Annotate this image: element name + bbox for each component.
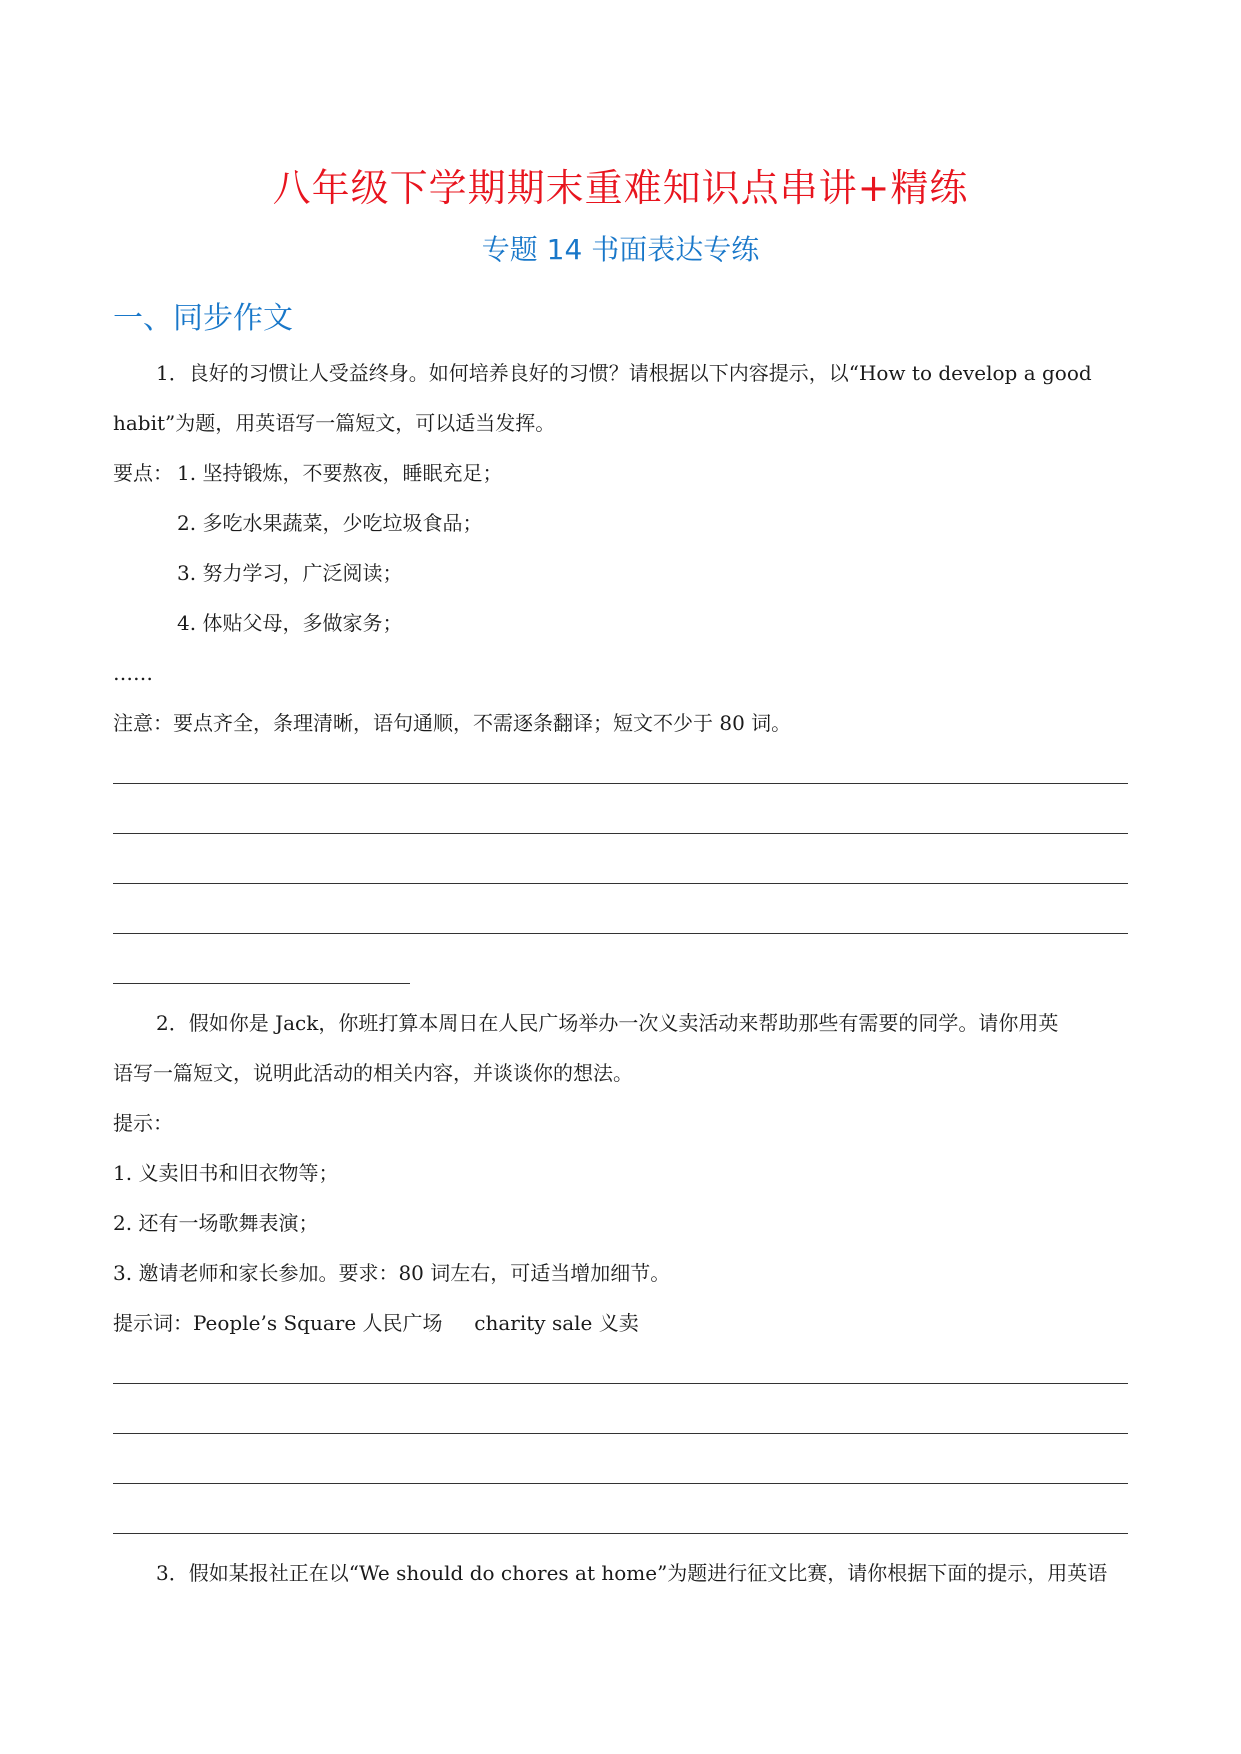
q2-item-2: 2. 还有一场歌舞表演； xyxy=(113,1211,319,1235)
q1-ellipsis: …… xyxy=(113,661,153,685)
q2-answer-line-4[interactable] xyxy=(113,1533,1128,1534)
q1-points-label: 要点： xyxy=(113,461,173,485)
q1-prompt-line-2: habit”为题，用英语写一篇短文，可以适当发挥。 xyxy=(113,411,556,435)
q2-hint-label: 提示： xyxy=(113,1111,173,1135)
q2-prompt-line-1: 2．假如你是 Jack，你班打算本周日在人民广场举办一次义卖活动来帮助那些有需要的同学。请你用英 xyxy=(156,1011,1059,1035)
q1-note: 注意：要点齐全，条理清晰，语句通顺，不需逐条翻译；短文不少于 80 词。 xyxy=(113,711,792,735)
q2-keywords: 提示词：People’s Square 人民广场 charity sale 义卖 xyxy=(113,1311,639,1335)
q2-answer-line-3[interactable] xyxy=(113,1483,1128,1484)
q1-answer-line-5[interactable] xyxy=(113,983,410,984)
q2-item-3: 3. 邀请老师和家长参加。要求：80 词左右，可适当增加细节。 xyxy=(113,1261,671,1285)
section-heading: 一、同步作文 xyxy=(113,301,293,336)
document-title: 八年级下学期期末重难知识点串讲+精练 xyxy=(272,166,969,210)
q2-prompt-line-2: 语写一篇短文，说明此活动的相关内容，并谈谈你的想法。 xyxy=(113,1061,633,1085)
q1-answer-line-2[interactable] xyxy=(113,833,1128,834)
q3-prompt-line-1: 3．假如某报社正在以“We should do chores at home”为题进行征文比赛，请你根据下面的提示，用英语 xyxy=(156,1561,1108,1585)
q1-answer-line-3[interactable] xyxy=(113,883,1128,884)
q1-point-3: 3. 努力学习，广泛阅读； xyxy=(177,561,403,585)
q1-point-2: 2. 多吃水果蔬菜，少吃垃圾食品； xyxy=(177,511,483,535)
q2-item-1: 1. 义卖旧书和旧衣物等； xyxy=(113,1161,339,1185)
q1-point-4: 4. 体贴父母，多做家务； xyxy=(177,611,403,635)
document-subtitle: 专题 14 书面表达专练 xyxy=(481,233,760,266)
q1-point-1: 1. 坚持锻炼，不要熬夜，睡眠充足； xyxy=(177,461,503,485)
q1-answer-line-1[interactable] xyxy=(113,783,1128,784)
q2-answer-line-2[interactable] xyxy=(113,1433,1128,1434)
q2-answer-line-1[interactable] xyxy=(113,1383,1128,1384)
q1-answer-line-4[interactable] xyxy=(113,933,1128,934)
q1-prompt-line-1: 1．良好的习惯让人受益终身。如何培养良好的习惯？请根据以下内容提示，以“How to develop a good xyxy=(156,361,1092,385)
